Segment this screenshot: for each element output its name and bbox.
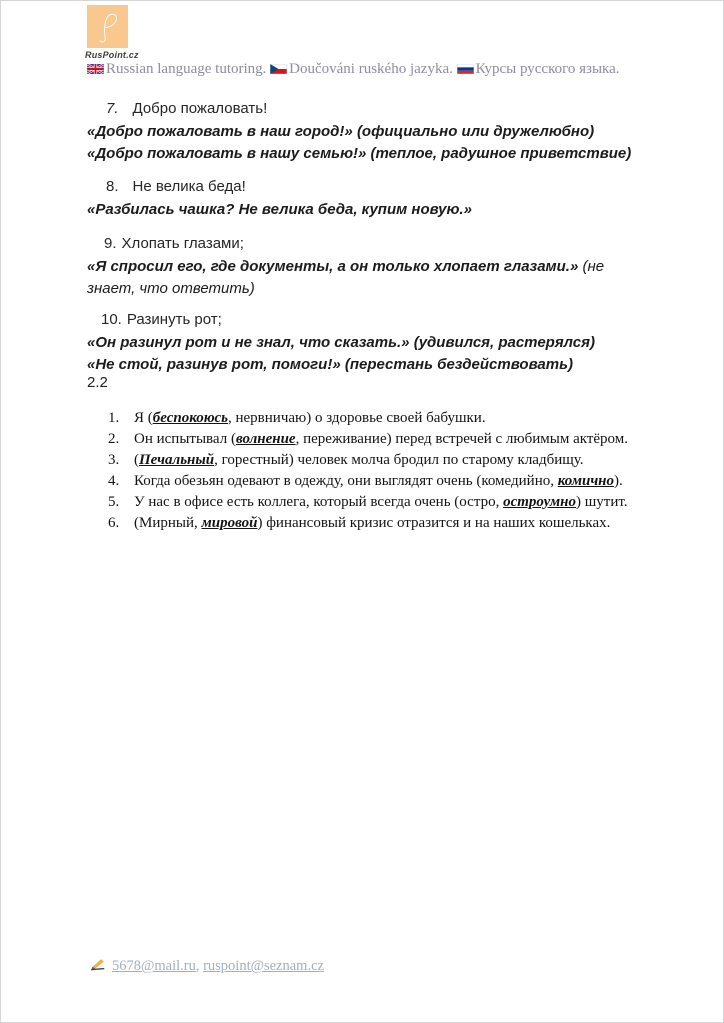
email-separator: , bbox=[195, 958, 204, 974]
item-number: 1. bbox=[108, 410, 120, 426]
quote-line bbox=[87, 199, 687, 221]
quote-line bbox=[87, 256, 653, 299]
quote-line bbox=[87, 121, 687, 143]
item-answer-word: Печальный bbox=[139, 452, 215, 468]
item-text bbox=[134, 431, 628, 447]
phrase-heading bbox=[87, 235, 687, 252]
logo-caption: RusPoint.cz bbox=[85, 50, 139, 60]
quote-bold: «Он разинул рот и не знал, что сказать.» (удивился, растерялся) bbox=[87, 334, 595, 351]
exercise-item bbox=[87, 450, 687, 471]
item-answer-word: комично bbox=[557, 473, 615, 489]
quote-bold: «Не стой, разинув рот, помоги!» (перестань бездействовать) bbox=[87, 355, 574, 373]
tagline bbox=[87, 61, 620, 79]
phrase-title: Хлопать глазами; bbox=[121, 235, 244, 252]
phrase-group-9 bbox=[87, 235, 687, 299]
item-text-pre: ( bbox=[134, 452, 139, 468]
exercise-item bbox=[87, 471, 687, 492]
item-text bbox=[134, 515, 610, 531]
exercise-item bbox=[87, 408, 687, 429]
item-text bbox=[134, 473, 623, 489]
footer bbox=[89, 957, 324, 977]
quote-note: (не знает, что ответить) bbox=[87, 258, 605, 297]
exercise-item bbox=[87, 429, 687, 450]
item-answer-word: беспокоюсь bbox=[152, 410, 228, 426]
logo-image bbox=[87, 5, 128, 48]
item-text-pre: Когда обезьян одевают в одежду, они выглядят очень (комедийно, bbox=[134, 473, 558, 489]
phrase-number: 9. bbox=[104, 235, 117, 252]
item-text-post: , горестный) человек молча бродил по старому кладбищу. bbox=[214, 452, 584, 468]
quote-line bbox=[87, 354, 687, 376]
ru-flag-icon bbox=[457, 62, 474, 79]
phrase-title: Разинуть рот; bbox=[126, 311, 222, 328]
phrase-heading bbox=[87, 178, 687, 195]
phrase-group-7 bbox=[87, 100, 687, 164]
phrase-heading bbox=[87, 311, 687, 328]
phrase-group-10 bbox=[87, 311, 687, 375]
phrase-number: 8. bbox=[106, 178, 119, 195]
tagline-text-cz: Doučováni ruského jazyka. bbox=[289, 61, 457, 77]
item-text-post: , переживание) перед встречей с любимым актёром. bbox=[295, 431, 629, 447]
item-answer-word: волнение bbox=[235, 431, 296, 447]
uk-flag-icon bbox=[87, 62, 104, 79]
tagline-text-ru: Курсы русского языка. bbox=[475, 61, 620, 77]
item-text-pre: Я ( bbox=[134, 410, 153, 426]
item-answer-word: мировой bbox=[201, 515, 258, 531]
ruspoint-logo bbox=[87, 5, 139, 60]
item-text-pre: У нас в офисе есть коллега, который всегда очень (остро, bbox=[134, 494, 504, 510]
item-number: 2. bbox=[108, 431, 120, 447]
item-number: 4. bbox=[108, 473, 120, 489]
exercise-item bbox=[87, 492, 687, 513]
quote-line bbox=[87, 143, 687, 165]
pencil-icon bbox=[89, 957, 107, 977]
item-text bbox=[134, 410, 486, 426]
phrase-number: 7. bbox=[106, 100, 119, 117]
item-text-post: ) шутит. bbox=[576, 494, 628, 510]
tagline-text-en: Russian language tutoring. bbox=[106, 61, 271, 77]
script-p-icon bbox=[91, 9, 125, 45]
phrase-title: Добро пожаловать! bbox=[132, 100, 268, 117]
phrase-title: Не велика беда! bbox=[132, 178, 246, 195]
exercise-list bbox=[87, 408, 687, 534]
phrase-group-8 bbox=[87, 178, 687, 221]
exercise-item bbox=[87, 513, 687, 534]
item-text-pre: (Мирный, bbox=[134, 515, 202, 531]
item-text-post: ) финансовый кризис отразится и на наших кошельках. bbox=[257, 515, 611, 531]
email-link-2[interactable]: ruspoint@seznam.cz bbox=[203, 958, 324, 974]
item-text-post: , нервничаю) о здоровье своей бабушки. bbox=[228, 410, 486, 426]
quote-bold: «Я спросил его, где документы, а он только хлопает глазами.» bbox=[87, 258, 579, 275]
phrase-heading bbox=[87, 100, 687, 117]
item-text bbox=[134, 452, 584, 468]
item-text bbox=[134, 494, 628, 510]
item-number: 6. bbox=[108, 515, 120, 531]
item-text-post: ). bbox=[614, 473, 623, 489]
quote-bold: «Разбилась чашка? Не велика беда, купим новую.» bbox=[87, 201, 472, 218]
item-number: 5. bbox=[108, 494, 120, 510]
item-answer-word: остроумно bbox=[503, 494, 576, 510]
item-number: 3. bbox=[108, 452, 120, 468]
quote-line bbox=[87, 332, 687, 354]
email-link-1[interactable]: 5678@mail.ru bbox=[112, 958, 196, 974]
quote-bold: «Добро пожаловать в наш город!» (официально или дружелюбно) bbox=[87, 123, 595, 140]
item-text-pre: Он испытывал ( bbox=[134, 431, 236, 447]
section-label: 2.2 bbox=[87, 374, 108, 391]
cz-flag-icon bbox=[270, 62, 287, 79]
quote-bold: «Добро пожаловать в нашу семью!» (теплое, радушное приветствие) bbox=[87, 144, 632, 162]
phrase-number: 10. bbox=[101, 311, 122, 328]
